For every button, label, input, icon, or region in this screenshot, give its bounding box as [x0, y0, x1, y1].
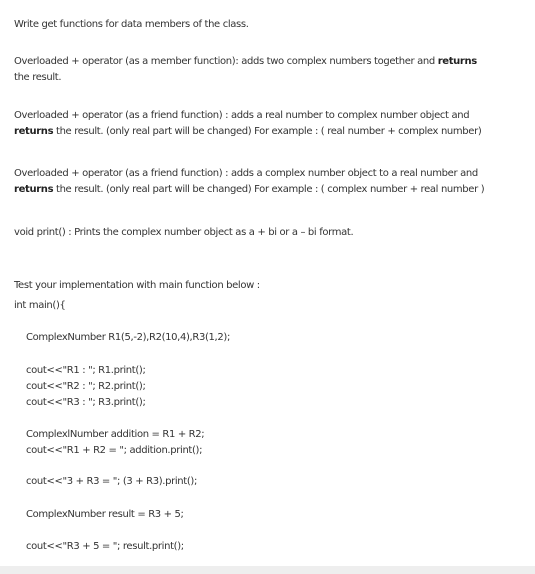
- code-result-print: [26, 539, 184, 555]
- instruction-text: void print() : Prints the complex number object as a + bi or a – bi format.: [14, 227, 354, 238]
- code-declaration: [26, 330, 230, 346]
- code-text: int main(){: [14, 300, 66, 311]
- bold-keyword: returns: [14, 184, 54, 195]
- code-result-declaration: [26, 507, 184, 523]
- instruction-line: Overloaded + operator (as a friend function) : adds a real number to complex number object and: [14, 110, 470, 121]
- instruction-text: Test your implementation with main function below :: [14, 280, 260, 291]
- code-line: cout<<"R1 + R2 = "; addition.print();: [26, 445, 203, 456]
- instruction-friend-operator-complex-first: [14, 166, 519, 198]
- instruction-text: Write get functions for data members of the class.: [14, 19, 249, 30]
- code-line: cout<<"R1 : "; R1.print();: [26, 365, 146, 376]
- instruction-friend-operator-real-first: [14, 108, 519, 140]
- instruction-line: the result.: [14, 72, 62, 83]
- instruction-print: [14, 225, 519, 241]
- bold-keyword: returns: [437, 56, 477, 67]
- instruction-text: the result. (only real part will be changed) For example : ( complex number + real number ): [53, 184, 485, 195]
- instruction-text: the result. (only real part will be changed) For example : ( real number + complex number): [53, 126, 482, 137]
- instruction-line: [14, 124, 519, 140]
- instruction-test: [14, 278, 519, 294]
- instruction-line: [14, 54, 519, 70]
- code-line: cout<<"R2 : "; R2.print();: [26, 381, 146, 392]
- code-line: cout<<"3 + R3 = "; (3 + R3).print();: [26, 476, 197, 487]
- instruction-text: Overloaded + operator (as a member function): adds two complex numbers together and: [14, 56, 438, 67]
- instruction-line: [14, 182, 519, 198]
- code-sum-print: [26, 474, 197, 490]
- bottom-divider: [0, 566, 535, 574]
- code-addition-block: [26, 427, 204, 459]
- instruction-get-functions: [14, 17, 519, 33]
- code-line: cout<<"R3 + 5 = "; result.print();: [26, 541, 184, 552]
- code-line: ComplexNumber R1(5,-2),R2(10,4),R3(1,2);: [26, 332, 230, 343]
- instruction-member-operator: [14, 54, 519, 86]
- code-main-signature: [14, 298, 519, 314]
- instruction-line: Overloaded + operator (as a friend function) : adds a complex number object to a real number and: [14, 168, 478, 179]
- code-line: cout<<"R3 : "; R3.print();: [26, 397, 146, 408]
- bold-keyword: returns: [14, 126, 54, 137]
- code-line: ComplexNumber result = R3 + 5;: [26, 509, 184, 520]
- code-print-block: [26, 363, 145, 411]
- code-line: ComplexlNumber addition = R1 + R2;: [26, 429, 205, 440]
